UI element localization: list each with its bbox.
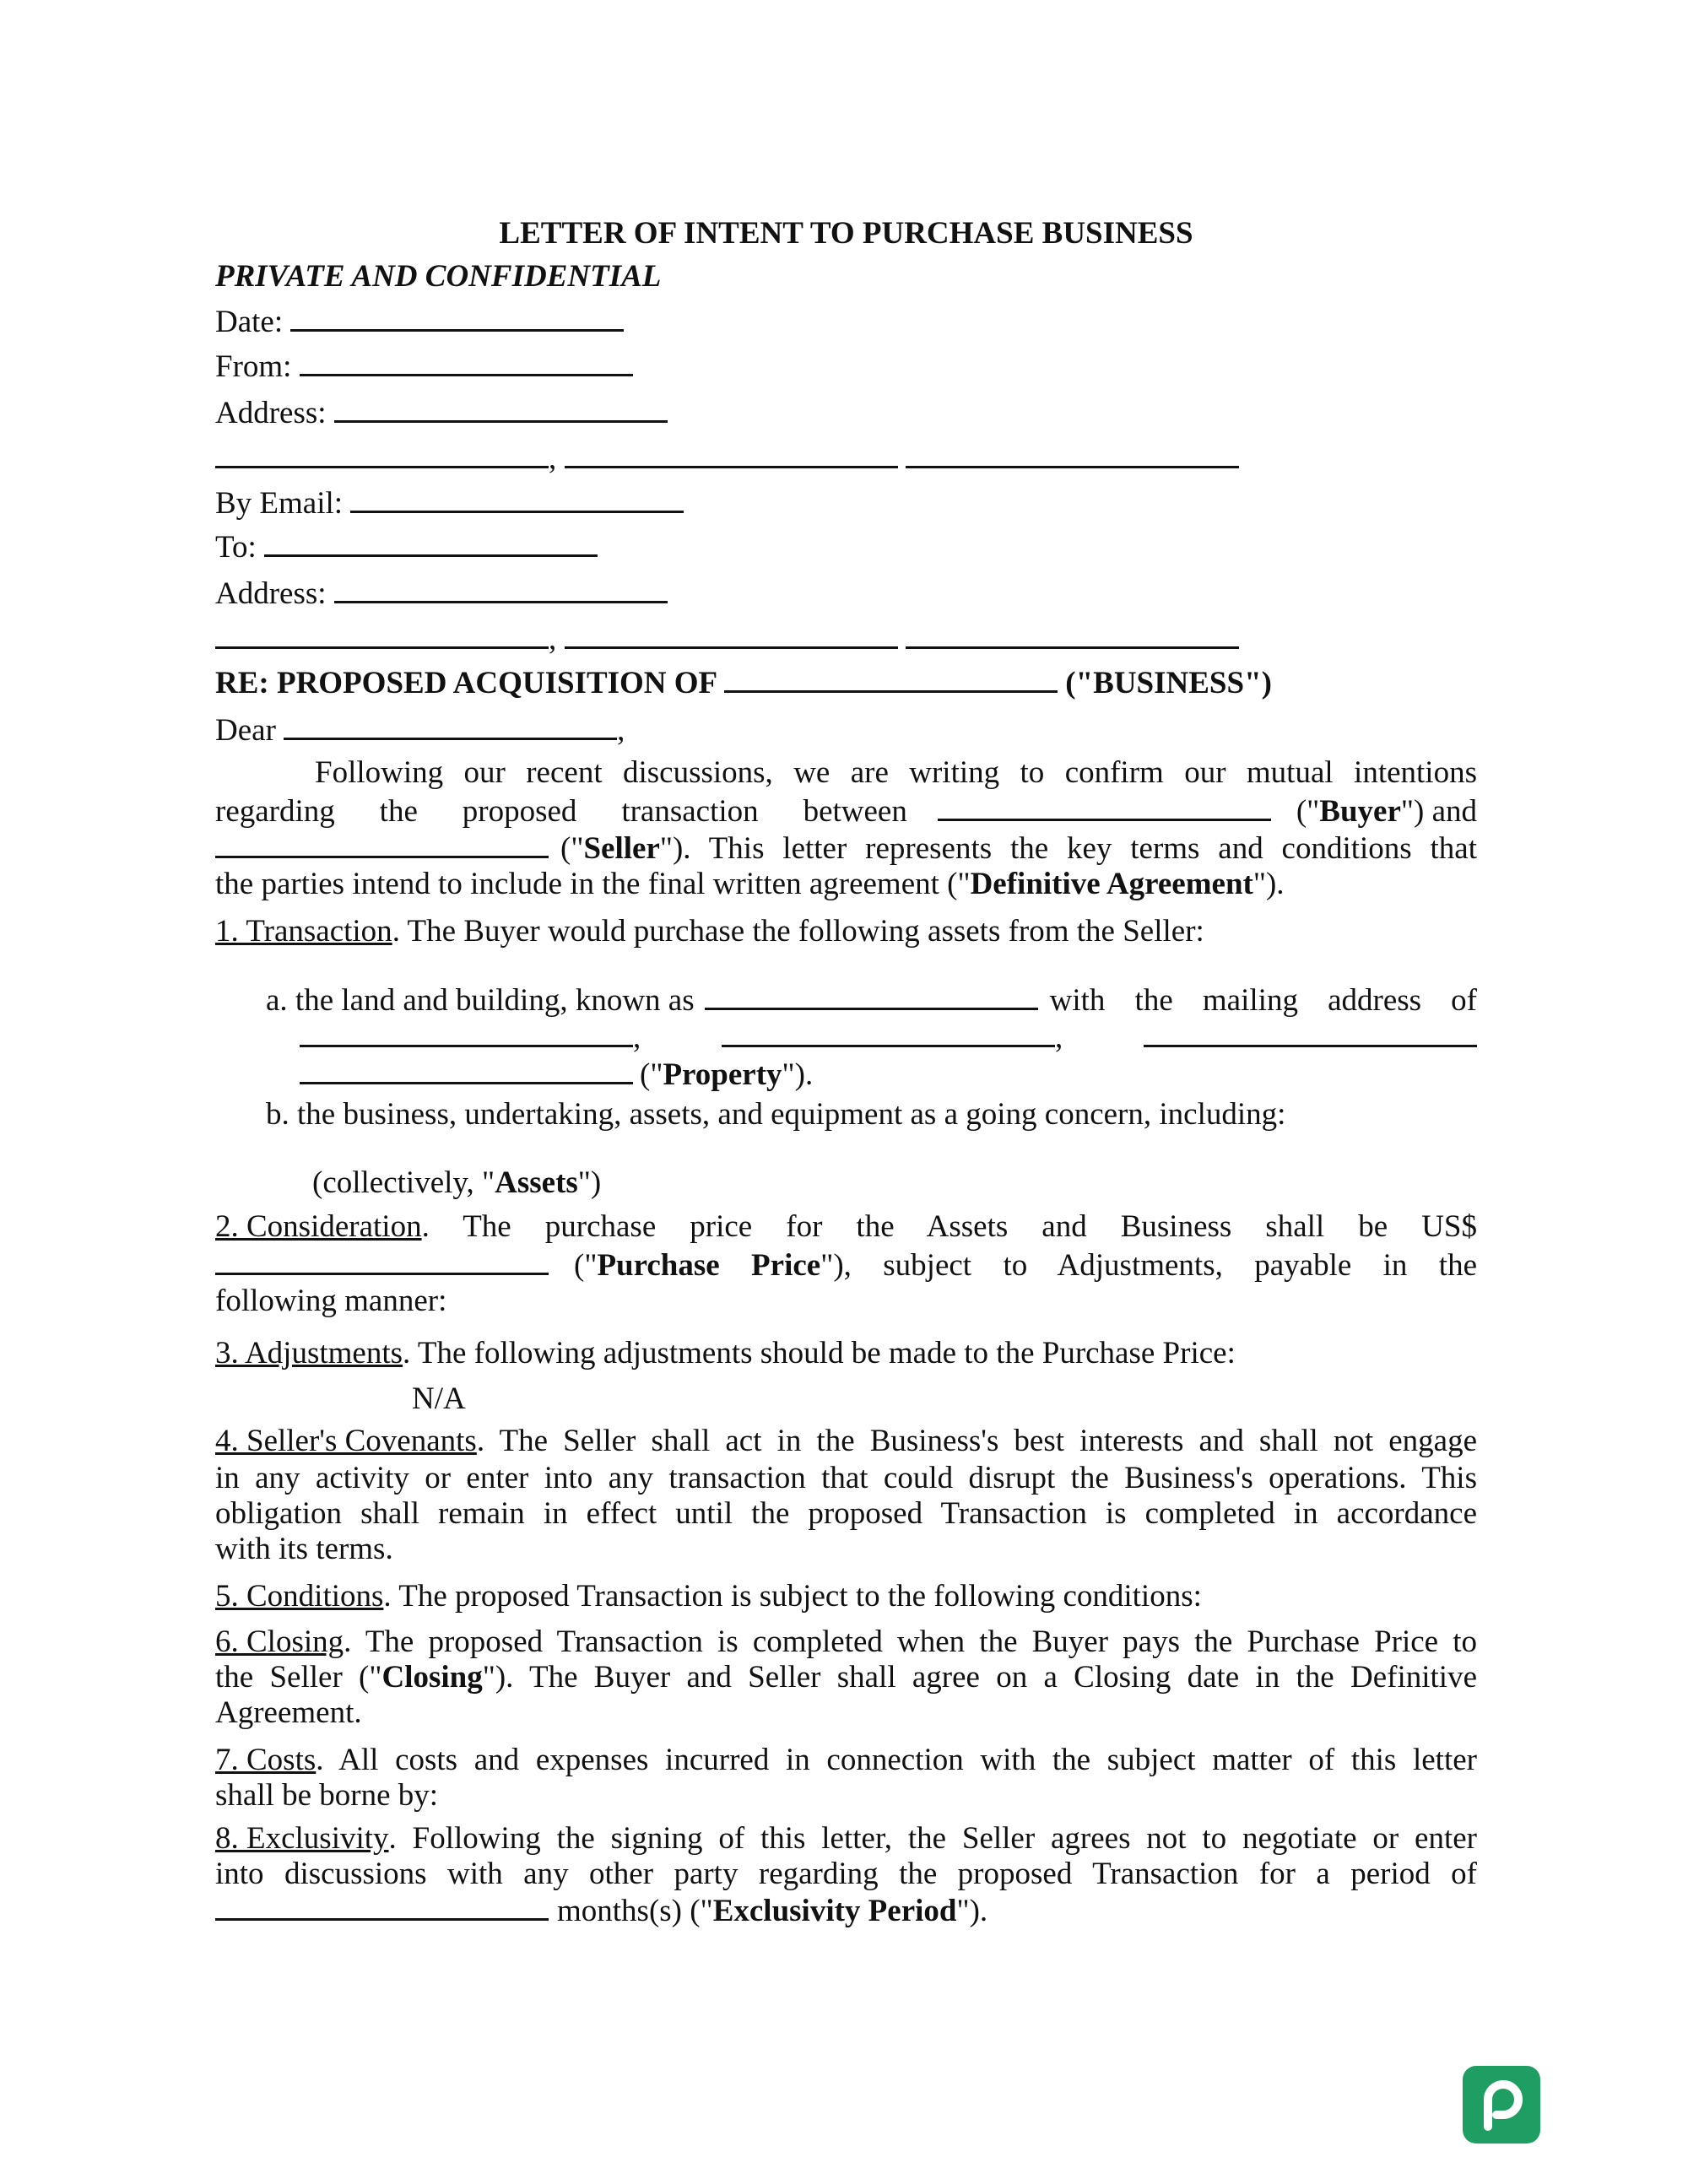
- section-6-title: 6. Closing: [215, 1624, 344, 1659]
- address-city-row: [215, 439, 1239, 478]
- assets-term: (collectively, "Assets"): [312, 1165, 602, 1200]
- property-zip-blank[interactable]: [300, 1055, 633, 1084]
- section-1-title: 1. Transaction: [215, 914, 392, 949]
- to-blank[interactable]: [264, 527, 598, 557]
- intro-text: Following our recent discussions, we are writing to confirm our mutual intentions: [315, 755, 1477, 790]
- section-7-line-2: [215, 1777, 1477, 1813]
- date-label: Date:: [215, 305, 284, 339]
- section-4-line-4: [215, 1531, 1477, 1566]
- item-a-text: a. the land and building, known as: [266, 983, 695, 1018]
- comma: ,: [633, 1020, 641, 1055]
- section-3-heading: [215, 1335, 1236, 1372]
- seller-term: ("Seller"). This letter represents the key terms and conditions that: [560, 831, 1477, 866]
- buyer-blank[interactable]: [938, 792, 1271, 821]
- re-line: [215, 663, 1272, 702]
- property-term: ("Property").: [640, 1057, 814, 1092]
- section-8-line-1: [215, 1820, 1477, 1856]
- section-6-line-3: [215, 1695, 1477, 1730]
- item-a: [266, 981, 1477, 1092]
- section-2-text: . The purchase price for the Assets and Business shall be US$: [421, 1209, 1477, 1244]
- from-row: [215, 347, 633, 386]
- section-5-text: . The proposed Transaction is subject to the following conditions:: [383, 1579, 1202, 1614]
- to-label: To:: [215, 530, 257, 565]
- address-blank[interactable]: [334, 393, 668, 423]
- zip2-blank[interactable]: [906, 619, 1239, 649]
- section-4-text: in any activity or enter into any transaction that could disrupt the Business's operations. This: [215, 1461, 1477, 1495]
- seller-blank[interactable]: [215, 829, 549, 858]
- section-2-line-3: [215, 1283, 1477, 1320]
- to-row: [215, 527, 598, 566]
- zip-blank[interactable]: [906, 439, 1239, 468]
- intro-line-3: [215, 829, 1477, 866]
- city-blank[interactable]: [215, 439, 549, 468]
- state2-blank[interactable]: [565, 619, 898, 649]
- closing-term: the Seller ("Closing"). The Buyer and Seller shall agree on a Closing date in the Definitive: [215, 1660, 1477, 1695]
- re-prefix: RE: PROPOSED ACQUISITION OF: [215, 666, 717, 700]
- date-row: [215, 302, 624, 341]
- section-1-text: . The Buyer would purchase the following assets from the Seller:: [392, 914, 1204, 949]
- section-1-heading: [215, 913, 1204, 950]
- comma: ,: [549, 622, 557, 657]
- section-4-title: 4. Seller's Covenants: [215, 1424, 477, 1458]
- section-2-line-2: [215, 1246, 1477, 1283]
- re-suffix: ("BUSINESS"): [1065, 666, 1272, 700]
- section-8-text: into discussions with any other party regarding the proposed Transaction for a period of: [215, 1857, 1477, 1891]
- section-4-text: . The Seller shall act in the Business's best interests and shall not engage: [476, 1424, 1477, 1458]
- from-blank[interactable]: [300, 347, 633, 376]
- definitive-term: the parties intend to include in the final written agreement ("Definitive Agreement").: [215, 867, 1285, 901]
- item-a-text: with the mailing address of: [1049, 983, 1477, 1018]
- section-7-text: shall be borne by:: [215, 1778, 439, 1813]
- section-2-text: following manner:: [215, 1284, 447, 1318]
- section-2-title: 2. Consideration: [215, 1209, 422, 1244]
- section-6-text: . The proposed Transaction is completed when the Buyer pays the Purchase Price to: [344, 1624, 1477, 1659]
- section-8-line-2: [215, 1856, 1477, 1891]
- section-7-text: . All costs and expenses incurred in connection with the subject matter of this letter: [316, 1743, 1477, 1777]
- property-city-blank[interactable]: [722, 1018, 1055, 1047]
- address2-label: Address:: [215, 576, 327, 611]
- section-4: [215, 1423, 1477, 1566]
- section-4-line-1: [215, 1423, 1477, 1460]
- section-4-line-2: [215, 1460, 1477, 1495]
- address-row: [215, 393, 668, 432]
- intro-line-4: [215, 866, 1477, 903]
- section-6-text: Agreement.: [215, 1695, 362, 1730]
- section-4-text: with its terms.: [215, 1532, 393, 1566]
- item-a-line-3: [266, 1055, 1477, 1092]
- from-label: From:: [215, 349, 292, 384]
- section-6-line-1: [215, 1624, 1477, 1659]
- recipient-name-blank[interactable]: [284, 711, 617, 740]
- state-blank[interactable]: [565, 439, 898, 468]
- intro-line-1: [215, 754, 1477, 792]
- date-blank[interactable]: [290, 302, 624, 332]
- section-2: [215, 1208, 1477, 1320]
- intro-paragraph: [215, 754, 1477, 903]
- comma: ,: [1055, 1020, 1063, 1055]
- email-row: [215, 484, 684, 522]
- section-2-line-1: [215, 1208, 1477, 1246]
- section-6: [215, 1624, 1477, 1730]
- section-6-line-2: [215, 1659, 1477, 1695]
- property-name-blank[interactable]: [705, 981, 1038, 1010]
- address2-city-row: [215, 619, 1239, 658]
- confidential-label: PRIVATE AND CONFIDENTIAL: [215, 259, 662, 294]
- section-5-heading: [215, 1578, 1202, 1615]
- section-4-text: obligation shall remain in effect until the proposed Transaction is completed in accordance: [215, 1496, 1477, 1531]
- section-7: [215, 1742, 1477, 1813]
- item-a-line-2: [266, 1018, 1477, 1055]
- section-8-line-3: [215, 1891, 1477, 1927]
- intro-line-2: [215, 792, 1477, 829]
- section-4-line-3: [215, 1495, 1477, 1531]
- address2-blank[interactable]: [334, 574, 668, 603]
- section-7-line-1: [215, 1742, 1477, 1777]
- section-8-title: 8. Exclusivity: [215, 1821, 389, 1856]
- p-letter-icon: [1463, 2066, 1540, 2143]
- exclusivity-term: months(s) ("Exclusivity Period").: [557, 1894, 988, 1928]
- section-8-text: . Following the signing of this letter, the Seller agrees not to negotiate or enter: [388, 1821, 1477, 1856]
- adjustments-value: N/A: [412, 1381, 466, 1416]
- email-label: By Email:: [215, 486, 344, 521]
- comma: ,: [549, 441, 557, 476]
- section-3-text: . The following adjustments should be made to the Purchase Price:: [403, 1336, 1236, 1370]
- salutation: [215, 711, 625, 749]
- property-state-blank[interactable]: [1144, 1018, 1477, 1047]
- email-blank[interactable]: [350, 484, 684, 513]
- dear-label: Dear: [215, 713, 276, 748]
- business-name-blank[interactable]: [724, 663, 1058, 693]
- document-title: LETTER OF INTENT TO PURCHASE BUSINESS: [499, 216, 1193, 251]
- section-3-title: 3. Adjustments: [215, 1336, 403, 1370]
- address2-row: [215, 574, 668, 613]
- section-8: [215, 1820, 1477, 1927]
- purchase-price-term: ("Purchase Price"), subject to Adjustments, payable in the: [574, 1248, 1477, 1283]
- exclusivity-months-blank[interactable]: [215, 1891, 549, 1921]
- buyer-term: ("Buyer") and: [1296, 794, 1477, 829]
- property-street-blank[interactable]: [300, 1018, 633, 1047]
- section-7-title: 7. Costs: [215, 1743, 316, 1777]
- section-5-title: 5. Conditions: [215, 1579, 384, 1614]
- address-label: Address:: [215, 396, 327, 430]
- intro-text: regarding the proposed transaction between: [215, 794, 907, 829]
- brand-p-logo: [1463, 2066, 1540, 2143]
- item-b: b. the business, undertaking, assets, and equipment as a going concern, including:: [266, 1097, 1286, 1132]
- city2-blank[interactable]: [215, 619, 549, 649]
- comma: ,: [617, 713, 625, 748]
- item-a-line-1: [266, 981, 1477, 1018]
- purchase-price-blank[interactable]: [215, 1246, 549, 1275]
